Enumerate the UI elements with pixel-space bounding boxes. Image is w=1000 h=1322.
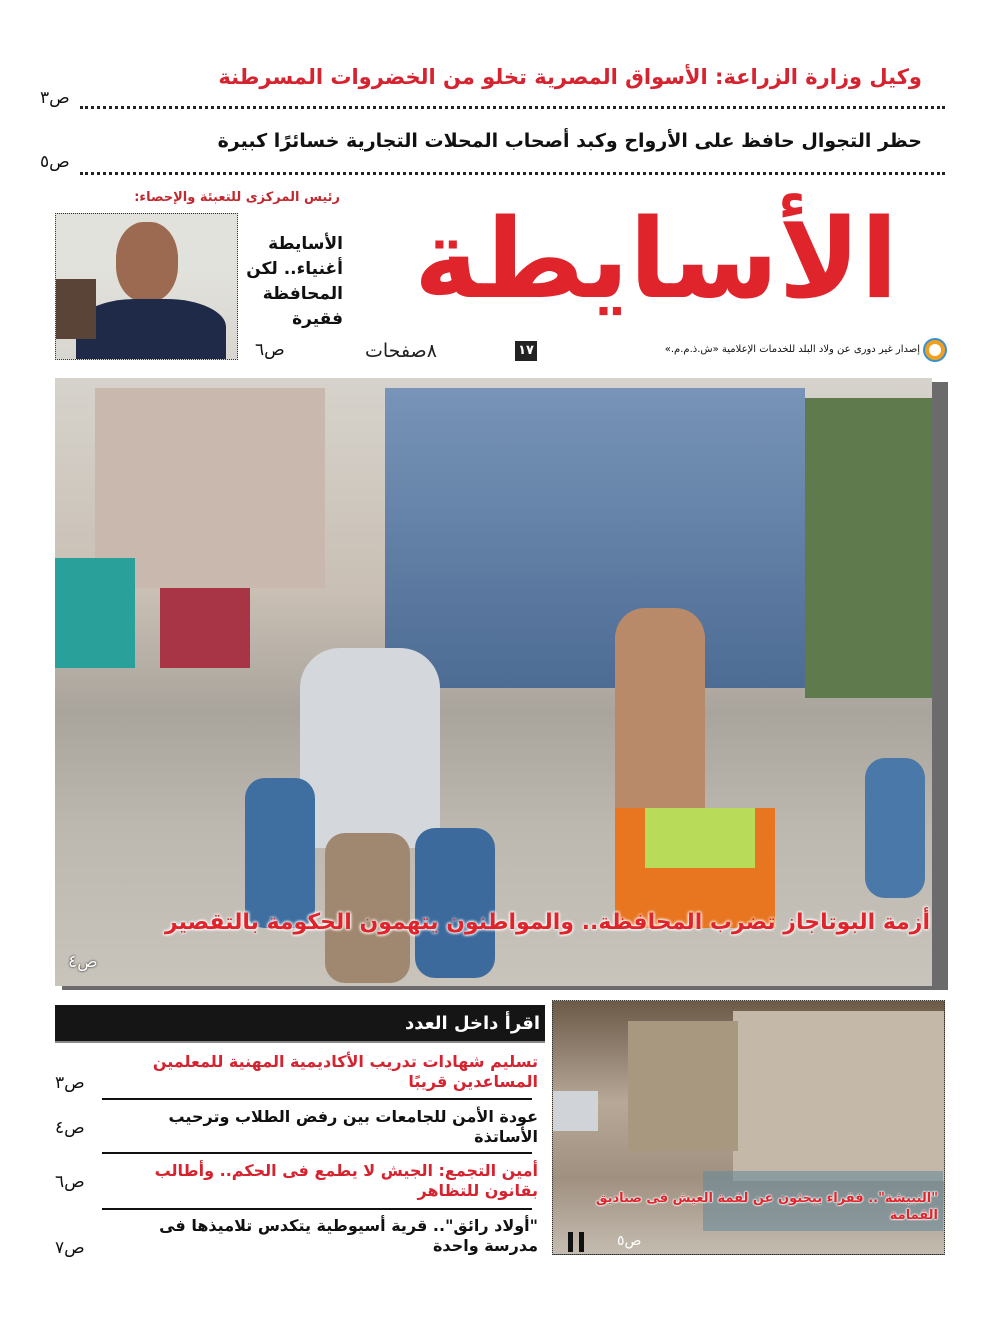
- divider: [102, 1098, 532, 1100]
- masthead-title: الأسايطة: [413, 195, 899, 323]
- inside-item-3[interactable]: أمين التجمع: الجيش لا يطمع فى الحكم.. وأطالب بقانون للتظاهر: [154, 1161, 538, 1200]
- masthead-logo: [365, 186, 947, 332]
- divider: [80, 172, 945, 175]
- inside-item-1[interactable]: تسليم شهادات تدريب الأكاديمية المهنية للمعلمين المساعدين قريبًا: [152, 1052, 538, 1091]
- inside-item-3-page: ص٦: [55, 1172, 85, 1192]
- interview-photo: [55, 213, 238, 360]
- divider: [80, 106, 945, 109]
- publisher-line: إصدار غير دورى عن ولاد البلد للخدمات الإعلامية «ش.ذ.م.م.»: [664, 344, 920, 355]
- top-headline-2[interactable]: حظر التجوال حافظ على الأرواح وكبد أصحاب المحلات التجارية خسائرًا كبيرة: [217, 130, 922, 152]
- inside-header: اقرأ داخل العدد: [404, 1013, 540, 1034]
- main-photo: [55, 378, 932, 986]
- side-story-caption[interactable]: "النبيشة".. فقراء يبحثون عن لقمة العيش فى صناديق القمامة: [595, 1191, 938, 1223]
- inside-item-2[interactable]: عودة الأمن للجامعات بين رفض الطلاب وترحيب الأساتذة: [168, 1107, 538, 1146]
- interview-line: فقيرة: [292, 309, 343, 329]
- publisher-logo-icon: [925, 340, 945, 360]
- page-count: ٨صفحات: [365, 340, 437, 362]
- interview-line: المحافظة: [262, 284, 343, 304]
- divider: [102, 1152, 532, 1154]
- main-story-page: ص٤: [68, 952, 98, 972]
- inside-item-2-page: ص٤: [55, 1118, 85, 1138]
- inside-item-4[interactable]: "أولاد رائق".. قرية أسيوطية يتكدس تلاميذها فى مدرسة واحدة: [159, 1216, 538, 1255]
- issue-number: ١٧: [515, 341, 537, 361]
- interview-line: الأسايطة: [268, 234, 343, 254]
- top-headline-1-page: ص٣: [40, 88, 70, 108]
- top-headline-1[interactable]: وكيل وزارة الزراعة: الأسواق المصرية تخلو من الخضروات المسرطنة: [218, 65, 922, 89]
- inside-item-1-page: ص٣: [55, 1073, 85, 1093]
- top-headline-2-page: ص٥: [40, 152, 70, 172]
- interview-page: ص٦: [255, 340, 285, 360]
- quote-mark-icon: [568, 1232, 584, 1252]
- inside-item-4-page: ص٧: [55, 1238, 85, 1258]
- interview-kicker: رئيس المركزى للتعبئة والإحصاء:: [134, 190, 340, 205]
- divider: [102, 1208, 532, 1210]
- interview-line: أغنياء.. لكن: [246, 259, 343, 279]
- main-story-caption[interactable]: أزمة البوتاجاز تضرب المحافظة.. والمواطنون يتهمون الحكومة بالتقصير: [164, 910, 930, 935]
- side-story-page: ص٥: [617, 1233, 642, 1249]
- interview-headline[interactable]: [243, 232, 343, 332]
